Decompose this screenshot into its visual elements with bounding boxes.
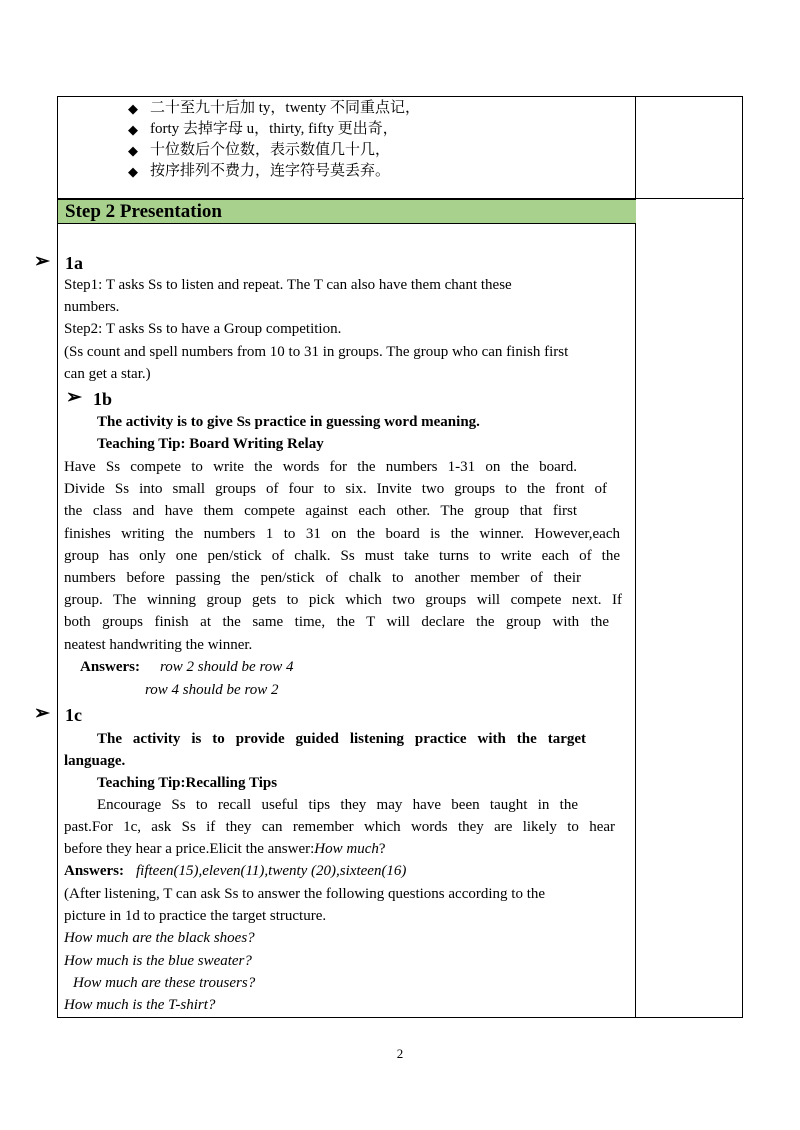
diamond-bullet-icon: ◆ <box>128 101 138 116</box>
page-number: 2 <box>396 1046 404 1061</box>
diamond-bullet-icon: ◆ <box>128 122 138 137</box>
text-1a-line2: numbers. <box>64 299 120 315</box>
question-2: How much is the blue sweater? <box>64 953 252 969</box>
text-1c-para-1: Encourage Ss to recall useful tips they may have been taught in the <box>97 797 578 813</box>
arrow-bullet-icon: ➢ <box>34 251 50 272</box>
text-1b-para-1: Have Ss compete to write the words for the numbers 1-31 on the board. <box>64 459 577 475</box>
text-1b-para-5: group has only one pen/stick of chalk. Ss must take turns to write each of the <box>64 548 620 564</box>
question-3: How much are these trousers? <box>73 975 256 991</box>
bullet-line-4: 按序排列不费力，连字符号莫丢弃。 <box>150 163 391 179</box>
text-1b-tip: Teaching Tip: Board Writing Relay <box>97 436 324 452</box>
text-1c-after-2: picture in 1d to practice the target structure. <box>64 908 327 924</box>
text-1b-para-3: the class and have them compete against each other. The group that first <box>64 503 577 519</box>
bullet-line-3: 十位数后个位数，表示数值几十几， <box>150 142 391 158</box>
text-1a-line3: Step2: T asks Ss to have a Group competition. <box>64 321 342 337</box>
question-1: How much are the black shoes? <box>64 930 255 946</box>
text-1b-para-2: Divide Ss into small groups of four to six. Invite two groups to the front of <box>64 481 607 497</box>
text-1b-para-9: neatest handwriting the winner. <box>64 637 253 653</box>
section-header-bar <box>58 199 636 224</box>
text-1a-line1: Step1: T asks Ss to listen and repeat. The T can also have them chant these <box>64 277 512 293</box>
answer-1b-2: row 4 should be row 2 <box>145 682 279 698</box>
diamond-bullet-icon: ◆ <box>128 143 138 158</box>
question-4: How much is the T-shirt? <box>64 997 216 1013</box>
text-1b-para-4: finishes writing the numbers 1 to 31 on the board is the winner. However,each <box>64 526 620 542</box>
arrow-bullet-icon: ➢ <box>66 387 82 408</box>
column-divider <box>635 97 636 1017</box>
bullet-line-2: forty 去掉字母 u，thirty, fifty 更出奇， <box>150 121 398 137</box>
text-1a-line4: (Ss count and spell numbers from 10 to 31 in groups. The group who can finish first <box>64 344 569 360</box>
text-1b-aim: The activity is to give Ss practice in guessing word meaning. <box>97 414 480 430</box>
text-1b-para-8: both groups finish at the same time, the T will declare the group with the <box>64 614 609 630</box>
answers-label-1c: Answers: <box>64 863 124 879</box>
text-1c-para-2: past.For 1c, ask Ss if they can remember which words they are likely to hear <box>64 819 615 835</box>
section-header: Step 2 Presentation <box>65 201 222 222</box>
diamond-bullet-icon: ◆ <box>128 164 138 179</box>
heading-1b: 1b <box>93 389 113 409</box>
answers-1c: fifteen(15),eleven(11),twenty (20),sixteen(16) <box>136 863 407 879</box>
text-1b-para-7: group. The winning group gets to pick which two groups will compete next. If <box>64 592 622 608</box>
text-1c-para-3: before they hear a price.Elicit the answer:How much? <box>64 841 386 857</box>
text-1c-tip: Teaching Tip:Recalling Tips <box>97 775 278 791</box>
text-1a-line5: can get a star.) <box>64 366 151 382</box>
text-1b-para-6: numbers before passing the pen/stick of chalk to another member of their <box>64 570 581 586</box>
text-1c-after-1: (After listening, T can ask Ss to answer the following questions according to the <box>64 886 546 902</box>
text-1c-aim-2: language. <box>64 753 126 769</box>
heading-1a: 1a <box>65 253 83 273</box>
bullet-line-1: 二十至九十后加 ty，twenty 不同重点记， <box>150 100 420 116</box>
answers-label-1b: Answers: <box>80 659 140 675</box>
text-1c-aim-1: The activity is to provide guided listening practice with the target <box>97 731 586 747</box>
heading-1c: 1c <box>65 705 82 725</box>
answer-1b-1: row 2 should be row 4 <box>160 659 294 675</box>
arrow-bullet-icon: ➢ <box>34 703 50 724</box>
